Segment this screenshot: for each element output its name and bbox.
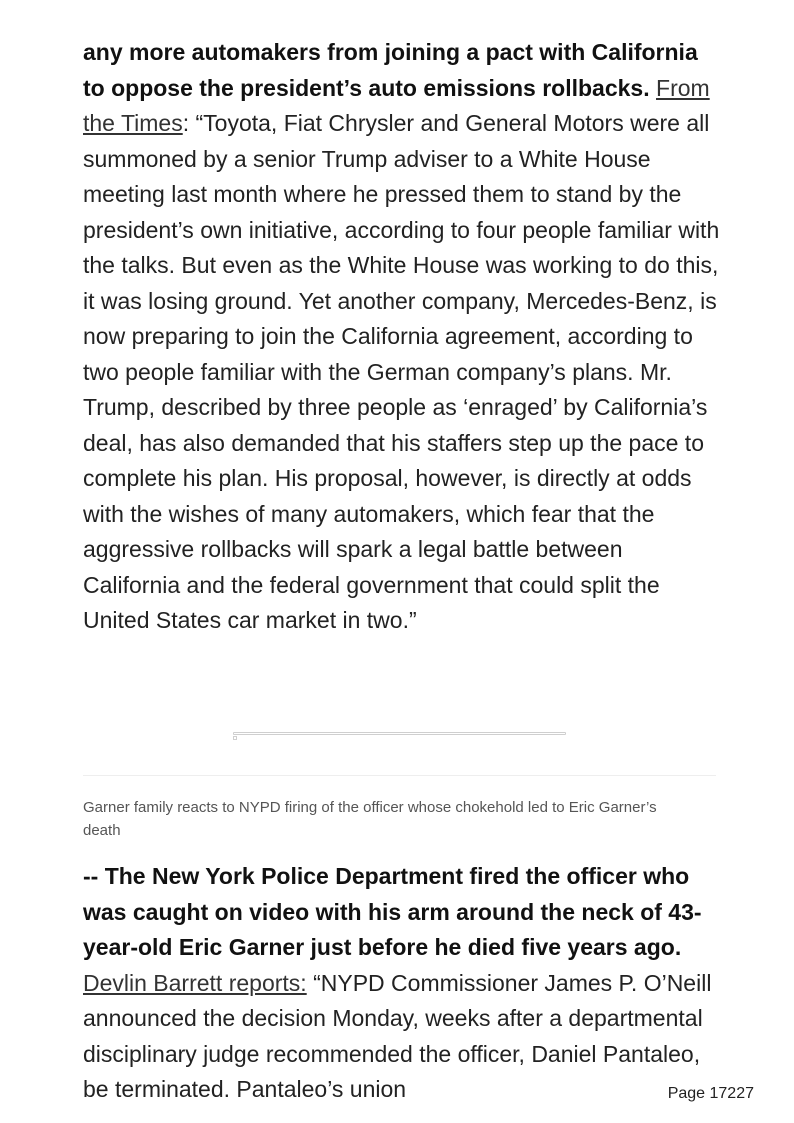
story-lead: any more automakers from joining a pact with California to oppose the president’s auto emissions rollbacks. — [83, 39, 698, 101]
video-player-placeholder — [233, 732, 566, 735]
video-placeholder-corner — [233, 736, 237, 740]
video-caption: Garner family reacts to NYPD firing of the officer whose chokehold led to Eric Garner’s death — [83, 799, 657, 839]
devlin-barrett-link[interactable]: Devlin Barrett reports: — [83, 969, 307, 996]
story-lead: -- The New York Police Department fired the officer who was caught on video with his arm around the neck of 43-year-old Eric Garner just before he died five years ago. — [83, 863, 702, 960]
story-body: “NYPD Commissioner James P. O’Neill announced the decision Monday, weeks after a departmental disciplinary judge recommended the officer, Daniel Pantaleo, be terminated. Pantaleo’s union — [83, 969, 712, 1102]
story-paragraph-emissions — [83, 35, 723, 639]
page-number: Page 17227 — [664, 1085, 754, 1103]
section-divider — [83, 775, 716, 776]
from-the-times-link[interactable]: From the Times — [83, 74, 710, 136]
story-body: : “Toyota, Fiat Chrysler and General Motors were all summoned by a senior Trump adviser to a White House meeting last month where he pressed them to stand by the president’s own initiative, according to four people familiar with the talks. But even as the White House was working to do this, it was losing ground. Yet another company, Mercedes-Benz, is now preparing to join the California agreement, according to two people familiar with the German company’s plans. Mr. Trump, described by three people as ‘enraged’ by California’s deal, has also demanded that his staffers step up the pace to complete his plan. His proposal, however, is directly at odds with the wishes of many automakers, which fear that the aggressive rollbacks will spark a legal battle between California and the federal government that could split the United States car market in two.” — [83, 110, 720, 633]
